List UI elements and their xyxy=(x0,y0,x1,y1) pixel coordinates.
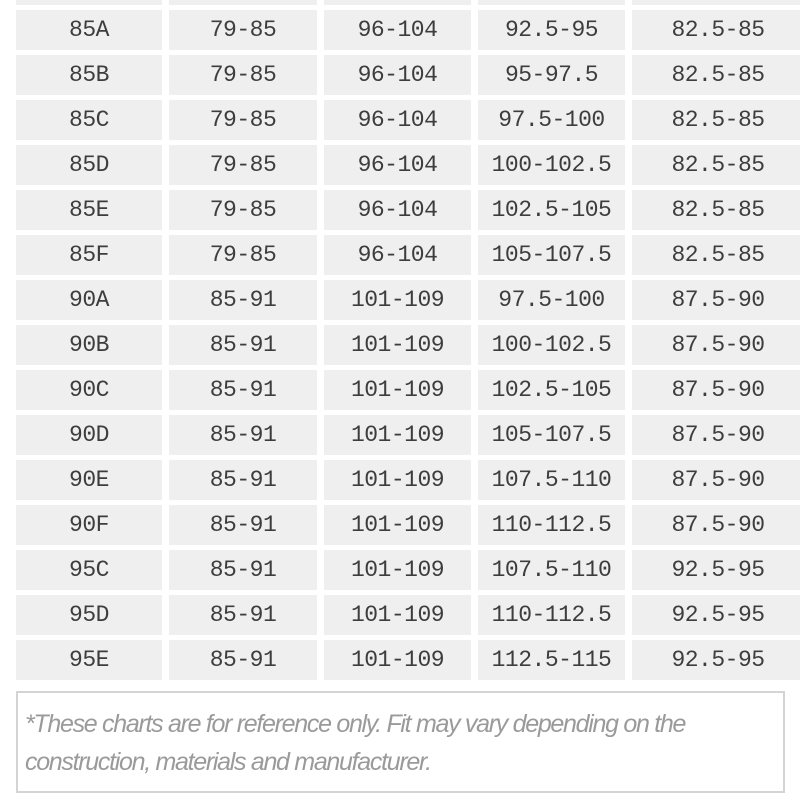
measurement-cell: 101-109 xyxy=(324,325,471,365)
size-label-cell: 90F xyxy=(16,505,162,545)
table-row xyxy=(16,10,800,50)
measurement-cell: 101-109 xyxy=(324,550,471,590)
table-row xyxy=(16,100,800,140)
measurement-cell: 101-109 xyxy=(324,370,471,410)
measurement-cell: 85-91 xyxy=(169,415,317,455)
table-row xyxy=(16,595,800,635)
measurement-cell: 95-97.5 xyxy=(478,55,625,95)
measurement-cell: 85-91 xyxy=(169,595,317,635)
measurement-cell: 97.5-100 xyxy=(478,280,625,320)
measurement-cell: 82.5-85 xyxy=(632,190,800,230)
measurement-cell: 87.5-90 xyxy=(632,415,800,455)
size-label-cell: 90E xyxy=(16,460,162,500)
size-label-cell: 95D xyxy=(16,595,162,635)
cropped-row-top xyxy=(16,0,800,5)
measurement-cell: 110-112.5 xyxy=(478,505,625,545)
footnote-line1: *These charts are for reference only. Fit may vary depending on the xyxy=(25,710,686,738)
size-label-cell: 85D xyxy=(16,145,162,185)
size-label-cell: 85C xyxy=(16,100,162,140)
measurement-cell: 85-91 xyxy=(169,505,317,545)
table-row xyxy=(16,235,800,275)
measurement-cell: 96-104 xyxy=(324,100,471,140)
measurement-cell: 101-109 xyxy=(324,595,471,635)
measurement-cell: 85-91 xyxy=(169,280,317,320)
size-label-cell: 90C xyxy=(16,370,162,410)
measurement-cell: 102.5-105 xyxy=(478,190,625,230)
measurement-cell: 79-85 xyxy=(169,145,317,185)
measurement-cell: 87.5-90 xyxy=(632,280,800,320)
measurement-cell: 96-104 xyxy=(324,190,471,230)
measurement-cell: 85-91 xyxy=(169,460,317,500)
table-row xyxy=(16,370,800,410)
table-row xyxy=(16,190,800,230)
measurement-cell: 87.5-90 xyxy=(632,460,800,500)
measurement-cell: 82.5-85 xyxy=(632,55,800,95)
measurement-cell: 96-104 xyxy=(324,10,471,50)
size-label-cell: 85B xyxy=(16,55,162,95)
measurement-cell: 79-85 xyxy=(169,235,317,275)
measurement-cell: 92.5-95 xyxy=(632,595,800,635)
measurement-cell: 107.5-110 xyxy=(478,550,625,590)
table-row xyxy=(16,55,800,95)
size-label-cell: 90B xyxy=(16,325,162,365)
measurement-cell: 96-104 xyxy=(324,55,471,95)
measurement-cell: 79-85 xyxy=(169,10,317,50)
measurement-cell: 85-91 xyxy=(169,325,317,365)
measurement-cell: 92.5-95 xyxy=(632,640,800,680)
measurement-cell: 79-85 xyxy=(169,190,317,230)
size-label-cell: 85F xyxy=(16,235,162,275)
measurement-cell: 101-109 xyxy=(324,415,471,455)
measurement-cell: 82.5-85 xyxy=(632,100,800,140)
measurement-cell: 110-112.5 xyxy=(478,595,625,635)
cropped-cell xyxy=(632,0,800,5)
cropped-cell xyxy=(169,0,317,5)
measurement-cell: 87.5-90 xyxy=(632,505,800,545)
size-label-cell: 90D xyxy=(16,415,162,455)
table-row xyxy=(16,415,800,455)
measurement-cell: 96-104 xyxy=(324,235,471,275)
footnote-box xyxy=(16,691,785,793)
measurement-cell: 97.5-100 xyxy=(478,100,625,140)
measurement-cell: 87.5-90 xyxy=(632,370,800,410)
table-row xyxy=(16,460,800,500)
measurement-cell: 79-85 xyxy=(169,100,317,140)
measurement-cell: 112.5-115 xyxy=(478,640,625,680)
measurement-cell: 101-109 xyxy=(324,505,471,545)
cropped-cell xyxy=(478,0,625,5)
measurement-cell: 107.5-110 xyxy=(478,460,625,500)
table-row xyxy=(16,325,800,365)
measurement-cell: 82.5-85 xyxy=(632,10,800,50)
measurement-cell: 100-102.5 xyxy=(478,145,625,185)
size-label-cell: 95C xyxy=(16,550,162,590)
measurement-cell: 105-107.5 xyxy=(478,415,625,455)
measurement-cell: 85-91 xyxy=(169,370,317,410)
measurement-cell: 92.5-95 xyxy=(478,10,625,50)
table-row xyxy=(16,505,800,545)
table-row xyxy=(16,280,800,320)
table-row xyxy=(16,550,800,590)
measurement-cell: 85-91 xyxy=(169,550,317,590)
measurement-cell: 101-109 xyxy=(324,280,471,320)
measurement-cell: 87.5-90 xyxy=(632,325,800,365)
footnote-line2: construction, materials and manufacturer. xyxy=(25,748,431,776)
measurement-cell: 85-91 xyxy=(169,640,317,680)
size-table xyxy=(16,10,800,680)
table-row xyxy=(16,640,800,680)
measurement-cell: 101-109 xyxy=(324,460,471,500)
size-label-cell: 85E xyxy=(16,190,162,230)
cropped-cell xyxy=(324,0,471,5)
size-label-cell: 85A xyxy=(16,10,162,50)
measurement-cell: 101-109 xyxy=(324,640,471,680)
measurement-cell: 105-107.5 xyxy=(478,235,625,275)
measurement-cell: 82.5-85 xyxy=(632,145,800,185)
measurement-cell: 96-104 xyxy=(324,145,471,185)
size-label-cell: 90A xyxy=(16,280,162,320)
cropped-cell xyxy=(16,0,162,5)
measurement-cell: 100-102.5 xyxy=(478,325,625,365)
size-label-cell: 95E xyxy=(16,640,162,680)
table-row xyxy=(16,145,800,185)
measurement-cell: 92.5-95 xyxy=(632,550,800,590)
measurement-cell: 102.5-105 xyxy=(478,370,625,410)
measurement-cell: 79-85 xyxy=(169,55,317,95)
measurement-cell: 82.5-85 xyxy=(632,235,800,275)
